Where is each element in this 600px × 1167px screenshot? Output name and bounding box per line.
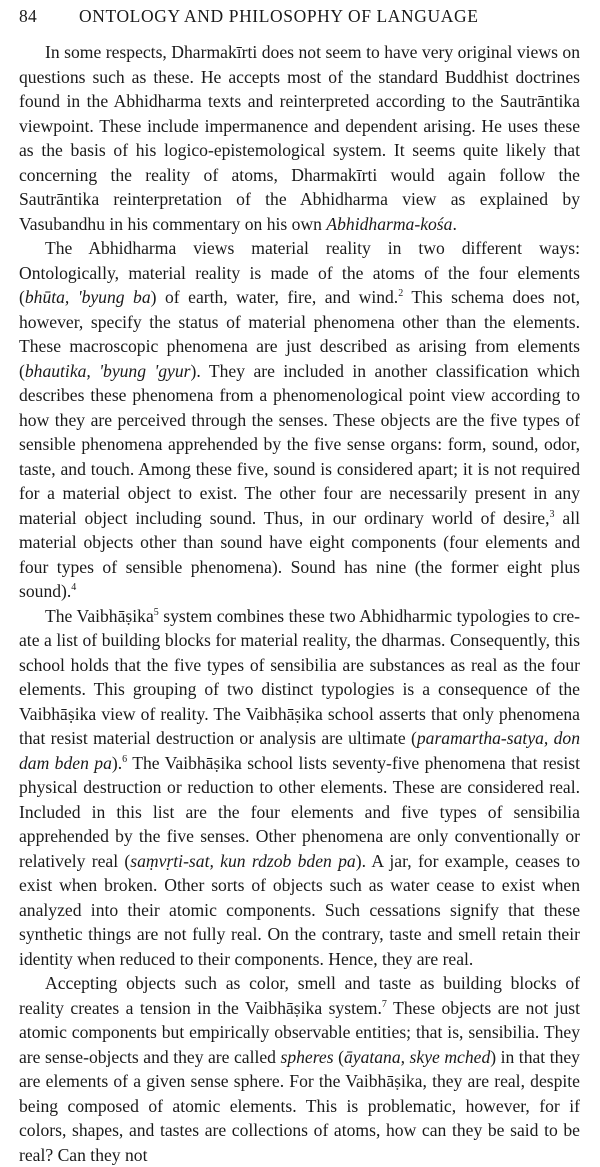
text-run: ). They are included in another classification which describes these phenomena from a phenomenological point view according to how they are perceived through the senses. These objects are the five types of sensible phenomena apprehended by the five sense organs: form, sound, odor, taste, and touch. Among these five, sound is considered apart; it is not required for a material object to exist. The other four are necessarily present in any material object including sound. Thus, in our ordinary world of desire, (19, 360, 580, 528)
paragraph (19, 604, 580, 972)
text-run: ). A jar, for example, ceases to exist when broken. Other sorts of objects such as water cease to exist when analyzed into their atomic components. Such cessations signify that these synthetic things are not fully real. On the contrary, taste and smell retain their identity when reduced to their components. Hence, they are real. (19, 850, 580, 969)
text-run: Accepting objects such as color, smell and taste as building blocks of reality creates a tension in the Vaibhāṣika system. (19, 973, 580, 1018)
running-title: ONTOLOGY AND PHILOSOPHY OF LANGUAGE (79, 6, 479, 26)
text-run: system combines these two Abhidharmic typologies to create a list of building blocks for material reality, the dharmas. Consequently, this school holds that the five types of sensibilia are substances as real as the four elements. This grouping of two distinct typologies is a consequence of the Vaibhāṣika view of reality. The Vaibhāṣika school asserts that only phenomena that resist material destruction or analysis are ultimate ( (19, 605, 580, 748)
text-run: ). (111, 752, 123, 773)
footnote-marker: 7 (381, 998, 387, 1010)
italic-term: paramartha-satya, don dam bden pa (19, 728, 580, 773)
footnote-marker: 5 (153, 606, 159, 618)
running-head (19, 6, 580, 32)
text-run: ) in that they are elements of a given sense sphere. For the Vaibhāṣika, they are real, despite being composed of atomic elements. This is problematic, however, for if colors, shapes, and tastes are collections of atoms, how can they be said to be real? Can they not (19, 1046, 580, 1165)
paragraph (19, 236, 580, 604)
text-run: ( (333, 1046, 344, 1067)
footnote-marker: 2 (398, 288, 404, 299)
text-run: . (452, 213, 457, 234)
paragraph (19, 40, 580, 236)
italic-term: spheres (280, 1046, 334, 1067)
footnote-marker: 3 (549, 508, 555, 520)
text-run: The Vaibhāṣika (45, 605, 154, 626)
italic-term: Abhidharma-kośa (326, 213, 453, 234)
text-run: These objects are not just atomic components but empirically observable entities; that is, sensibilia. They are sense-objects and they are called (19, 997, 580, 1067)
text-run: The Abhidharma views material reality in two different ways: Ontologically, material reality is made of the atoms of the four elements ( (19, 238, 580, 307)
text-run: This schema does not, however, specify the status of material phenomena other than the elements. These macroscopic phenomena are just described as arising from elements ( (19, 287, 580, 381)
italic-term: āyatana, skye mched (343, 1046, 491, 1067)
text-run: In some respects, Dharmakīrti does not seem to have very original views on questions such as these. He accepts most of the standard Buddhist doctrines found in the Abhidharma texts and reinterpreted according to the Sautrāntika viewpoint. These include impermanence and dependent arising. He uses these as the basis of his logico-epistemological system. It seems quite likely that concerning the reality of atoms, Dharmakīrti would again follow the Sautrāntika reinterpretation of the Abhidharma view as explained by Vasubandhu in his commentary on his own (19, 42, 580, 234)
footnote-marker: 6 (122, 753, 128, 765)
italic-term: saṃvṛti-sat, kun rdzob bden pa (130, 850, 356, 871)
text-run: all material objects other than sound have eight components (four elements and four types of sensible phenomena). Sound has nine (the former eight plus sound). (19, 507, 580, 601)
text-run: The Vaibhāṣika school lists seventy-five phenomena that resist physical destruction or reduction to other elements. These are considered real. Included in this list are the four elements and five types of sensibilia apprehended by the five senses. Other phenomena are only conventionally or relatively real ( (19, 752, 581, 871)
body-text (19, 40, 580, 1167)
italic-term: bhūta, 'byung ba (24, 287, 151, 307)
page-number: 84 (19, 6, 37, 26)
text-run: ) of earth, water, fire, and wind. (150, 287, 399, 307)
footnote-marker: 4 (71, 582, 77, 593)
paragraph (19, 971, 580, 1167)
italic-term: bhautika, 'byung 'gyur (24, 360, 191, 381)
